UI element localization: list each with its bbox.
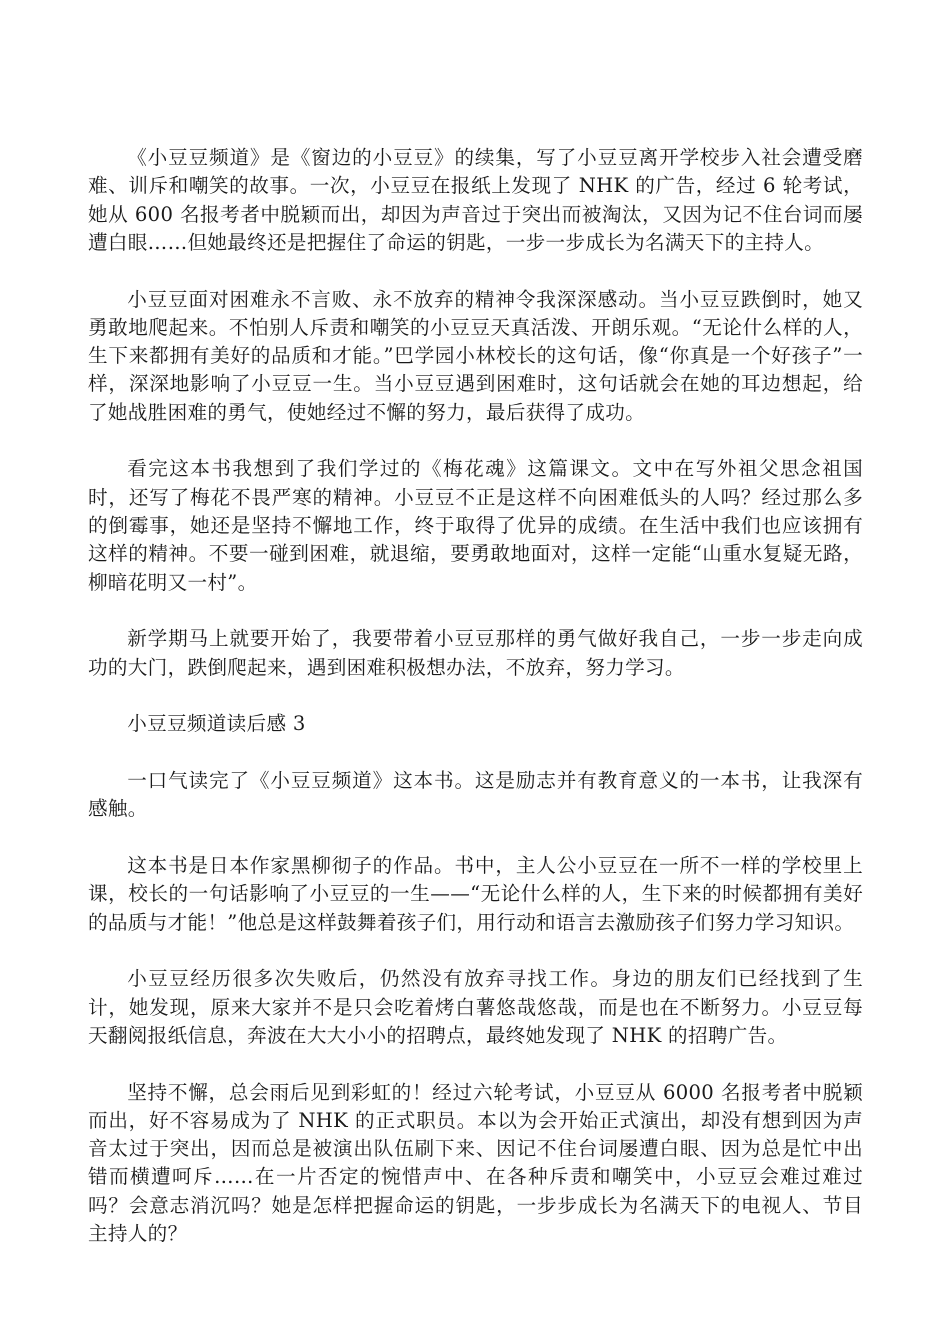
section-title: 小豆豆频道读后感 3 [127, 712, 306, 736]
paragraph-5: 一口气读完了《小豆豆频道》这本书。这是励志并有教育意义的一本书，让我深有感触。 [88, 769, 863, 821]
paragraph-3: 看完这本书我想到了我们学过的《梅花魂》这篇课文。文中在写外祖父思念祖国时，还写了梅花不畏严寒的精神。小豆豆不正是这样不向困难低头的人吗？经过那么多的倒霉事，她还是坚持不懈地工作，终于取得了优异的成绩。在生活中我们也应该拥有这样的精神。不要一碰到困难，就退缩，要勇敢地面对，这样一定能“山重水复疑无路，柳暗花明又一村”。 [88, 457, 863, 594]
document-page [88, 144, 863, 1277]
paragraph-1: 《小豆豆频道》是《窗边的小豆豆》的续集，写了小豆豆离开学校步入社会遭受磨难、训斥和嘲笑的故事。一次，小豆豆在报纸上发现了 NHK 的广告，经过 6 轮考试，她从 600 名报考者中脱颖而出，却因为声音过于突出而被淘汰，又因为记不住台词而屡遭白眼……但她最终还是把握住了命运的钥匙，一步一步成长为名满天下的主持人。 [88, 146, 863, 254]
paragraph-7: 小豆豆经历很多次失败后，仍然没有放弃寻找工作。身边的朋友们已经找到了生计，她发现，原来大家并不是只会吃着烤白薯悠哉悠哉，而是也在不断努力。小豆豆每天翻阅报纸信息，奔波在大大小小的招聘点，最终她发现了 NHK 的招聘广告。 [88, 967, 863, 1047]
paragraph-4: 新学期马上就要开始了，我要带着小豆豆那样的勇气做好我自己，一步一步走向成功的大门，跌倒爬起来，遇到困难积极想办法，不放弃，努力学习。 [88, 627, 863, 679]
paragraph-8: 坚持不懈，总会雨后见到彩虹的！经过六轮考试，小豆豆从 6000 名报考者中脱颖而出，好不容易成为了 NHK 的正式职员。本以为会开始正式演出，却没有想到因为声音太过于突出，因而总是被演出队伍刷下来、因记不住台词屡遭白眼、因为总是忙中出错而横遭呵斥……在一片否定的惋惜声中、在各种斥责和嘲笑中，小豆豆会难过难过吗？会意志消沉吗？她是怎样把握命运的钥匙，一步步成长为名满天下的电视人、节目主持人的？ [88, 1080, 863, 1246]
paragraph-2: 小豆豆面对困难永不言败、永不放弃的精神令我深深感动。当小豆豆跌倒时，她又勇敢地爬起来。不怕别人斥责和嘲笑的小豆豆天真活泼、开朗乐观。“无论什么样的人，生下来都拥有美好的品质和才能。”巴学园小林校长的这句话，像“你真是一个好孩子”一样，深深地影响了小豆豆一生。当小豆豆遇到困难时，这句话就会在她的耳边想起，给了她战胜困难的勇气，使她经过不懈的努力，最后获得了成功。 [88, 287, 863, 424]
paragraph-6: 这本书是日本作家黑柳彻子的作品。书中，主人公小豆豆在一所不一样的学校里上课，校长的一句话影响了小豆豆的一生——“无论什么样的人，生下来的时候都拥有美好的品质与才能！”他总是这样鼓舞着孩子们，用行动和语言去激励孩子们努力学习知识。 [88, 853, 863, 934]
